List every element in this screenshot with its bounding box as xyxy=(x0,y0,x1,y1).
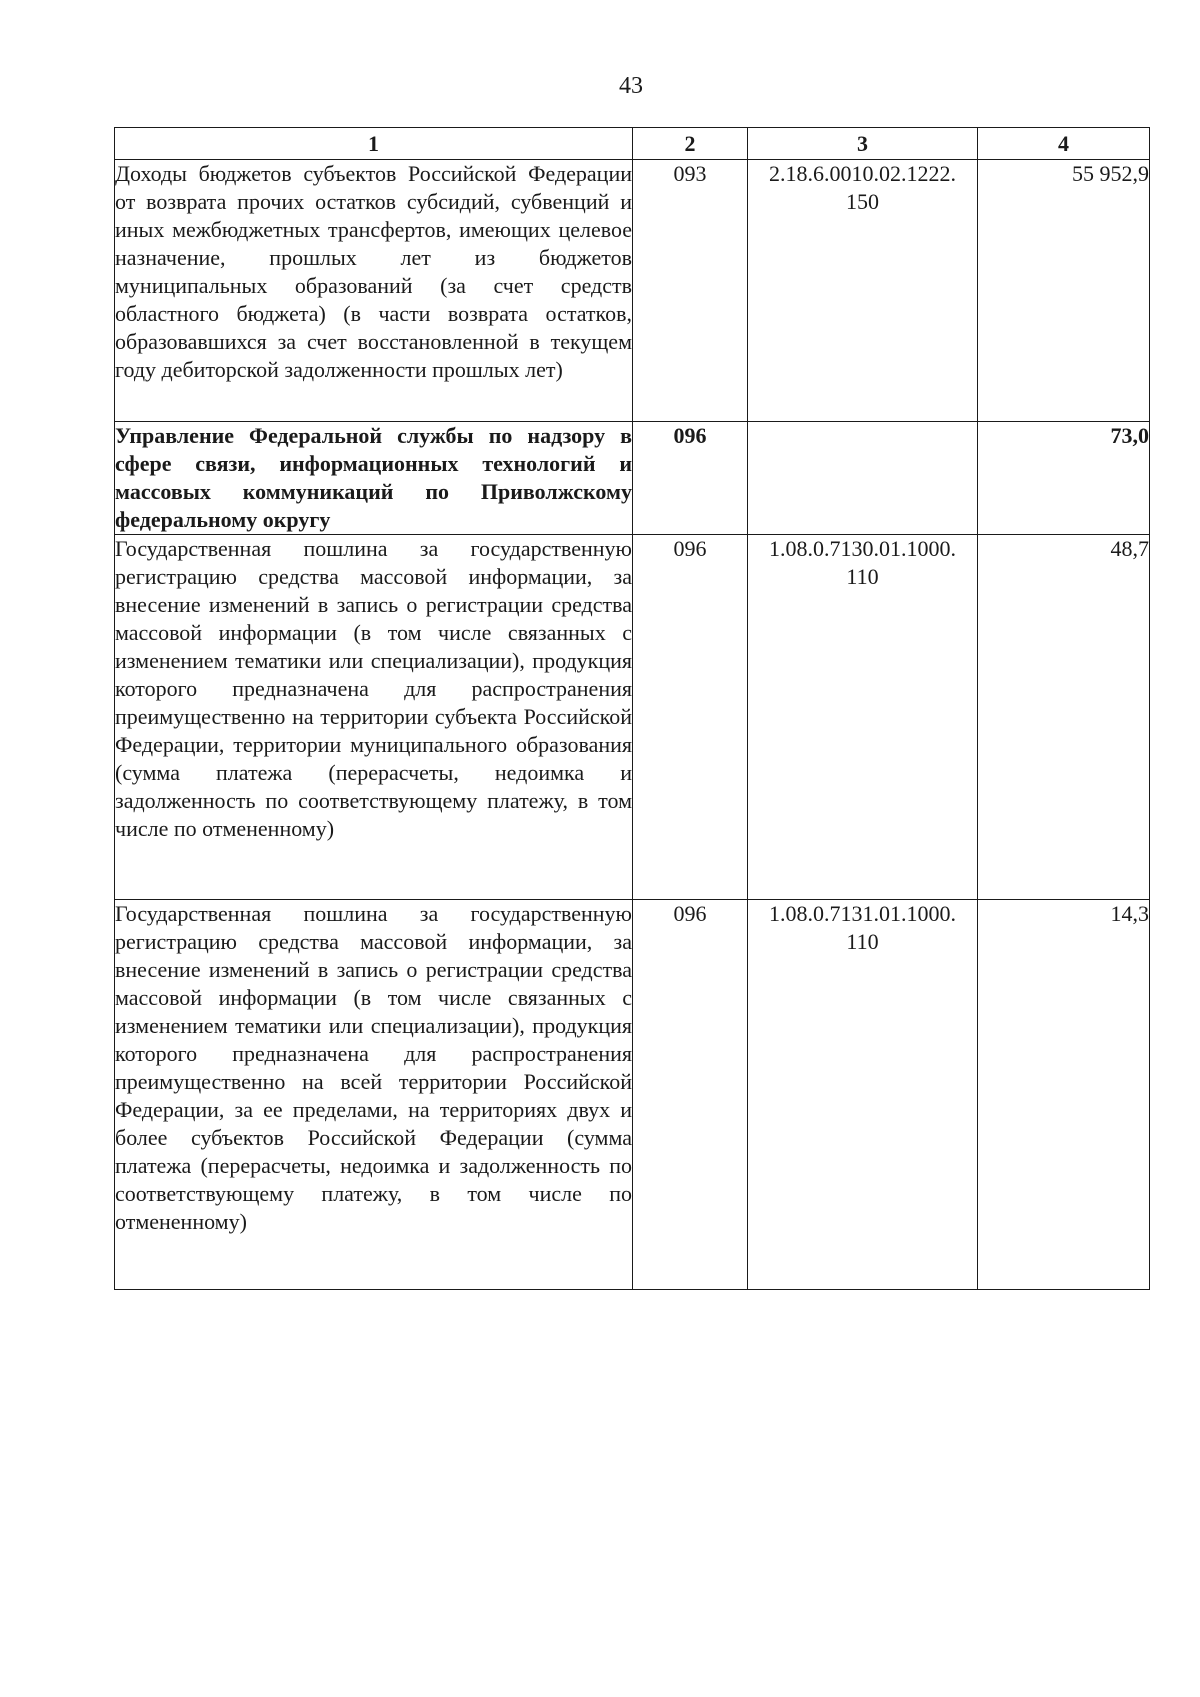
kbk-line-1: 2.18.6.0010.02.1222. xyxy=(769,161,956,186)
budget-table xyxy=(114,127,1150,1290)
row-kbk-cell xyxy=(748,900,978,1290)
row-name-cell: Государственная пошлина за государственную регистрацию средства массовой информации, за внесение изменений в запись о регистрации средства массовой информации (в том числе связанных с изменением тематики или специализации), продукция которого предназначена для распространения преимущественно на территории субъекта Российской Федерации, территории муниципального образования (сумма платежа (перерасчеты, недоимка и задолженность по соответствующему платежу, в том числе по отмененному) xyxy=(115,535,633,900)
column-header-name: 1 xyxy=(115,128,633,160)
table-row xyxy=(115,900,1150,1290)
table-row xyxy=(115,160,1150,422)
row-code-cell: 096 xyxy=(633,535,748,900)
row-name-cell: Доходы бюджетов субъектов Российской Федерации от возврата прочих остатков субсидий, субвенций и иных межбюджетных трансфертов, имеющих целевое назначение, прошлых лет из бюджетов муниципальных образований (за счет средств областного бюджета) (в части возврата остатков, образовавшихся за счет восстановленной в текущем году дебиторской задолженности прошлых лет) xyxy=(115,160,633,422)
row-name-cell: Управление Федеральной службы по надзору в сфере связи, информационных технологий и массовых коммуникаций по Приволжскому федеральному округу xyxy=(115,422,633,535)
row-sum-cell: 55 952,9 xyxy=(978,160,1150,422)
kbk-line-2: 150 xyxy=(846,189,879,214)
column-header-kbk: 3 xyxy=(748,128,978,160)
kbk-line-1: 1.08.0.7130.01.1000. xyxy=(769,536,956,561)
table-row xyxy=(115,422,1150,535)
row-kbk-cell xyxy=(748,422,978,535)
column-header-sum: 4 xyxy=(978,128,1150,160)
kbk-line-2: 110 xyxy=(846,564,879,589)
column-header-code: 2 xyxy=(633,128,748,160)
row-code-cell: 093 xyxy=(633,160,748,422)
row-sum-cell: 14,3 xyxy=(978,900,1150,1290)
row-name-cell: Государственная пошлина за государственную регистрацию средства массовой информации, за внесение изменений в запись о регистрации средства массовой информации (в том числе связанных с изменением тематики или специализации), продукция которого предназначена для распространения преимущественно на всей территории Российской Федерации, за ее пределами, на территориях двух и более субъектов Российской Федерации (сумма платежа (перерасчеты, недоимка и задолженность по соответствующему платежу, в том числе по отмененному) xyxy=(115,900,633,1290)
kbk-line-2: 110 xyxy=(846,929,879,954)
row-code-cell: 096 xyxy=(633,900,748,1290)
row-code-cell: 096 xyxy=(633,422,748,535)
row-sum-cell: 48,7 xyxy=(978,535,1150,900)
table-row xyxy=(115,535,1150,900)
kbk-line-1: 1.08.0.7131.01.1000. xyxy=(769,901,956,926)
row-kbk-cell xyxy=(748,535,978,900)
table-header-row xyxy=(115,128,1150,160)
page-number: 43 xyxy=(619,73,643,99)
row-sum-cell: 73,0 xyxy=(978,422,1150,535)
row-kbk-cell xyxy=(748,160,978,422)
